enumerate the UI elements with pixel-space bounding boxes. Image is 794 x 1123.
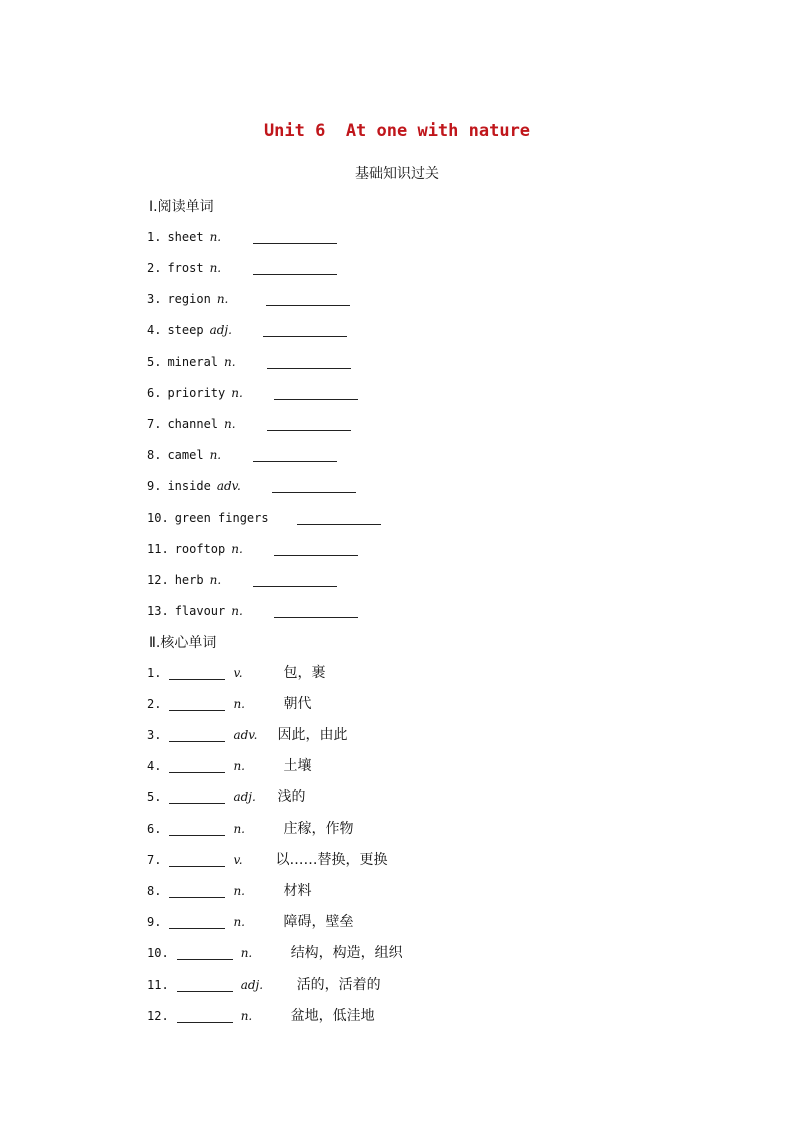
english-word: camel	[167, 448, 204, 463]
core-word-item	[147, 819, 353, 839]
reading-word-item	[147, 445, 337, 465]
part-of-speech: n.	[231, 604, 243, 619]
core-word-item	[147, 850, 387, 870]
answer-blank[interactable]	[267, 356, 351, 369]
reading-word-item	[147, 258, 337, 278]
english-word: region	[167, 292, 211, 307]
part-of-speech: n.	[240, 946, 253, 961]
answer-blank[interactable]	[253, 231, 337, 244]
chinese-meaning: 包，裹	[283, 665, 326, 682]
part-of-speech: n.	[209, 261, 222, 276]
item-number: 13.	[147, 604, 169, 619]
item-number: 8.	[147, 448, 162, 463]
item-number: 7.	[147, 417, 162, 432]
item-number: 6.	[147, 822, 162, 837]
english-word: green fingers	[174, 511, 269, 526]
chinese-meaning: 盆地，低洼地	[290, 1008, 375, 1025]
part-of-speech: adv.	[233, 728, 258, 743]
answer-blank[interactable]	[297, 512, 381, 525]
item-number: 2.	[147, 261, 162, 276]
item-number: 10.	[147, 511, 169, 526]
answer-blank[interactable]	[169, 760, 225, 773]
section-heading-reading-words: Ⅰ.阅读单词	[149, 199, 214, 215]
chinese-meaning: 土壤	[283, 758, 312, 775]
item-number: 5.	[147, 790, 162, 805]
part-of-speech: adj.	[209, 323, 232, 338]
reading-word-item	[147, 352, 351, 372]
reading-word-item	[147, 570, 337, 590]
item-number: 7.	[147, 853, 162, 868]
item-number: 2.	[147, 697, 162, 712]
english-word: rooftop	[174, 542, 226, 557]
english-word: priority	[167, 386, 226, 401]
core-word-item	[147, 912, 353, 932]
reading-word-item	[147, 508, 381, 528]
core-word-item	[147, 881, 311, 901]
item-number: 4.	[147, 323, 162, 338]
answer-blank[interactable]	[266, 293, 350, 306]
core-word-item	[147, 756, 311, 776]
item-number: 3.	[147, 292, 162, 307]
reading-word-item	[147, 383, 358, 403]
item-number: 8.	[147, 884, 162, 899]
answer-blank[interactable]	[169, 667, 225, 680]
part-of-speech: n.	[209, 448, 222, 463]
english-word: channel	[167, 417, 219, 432]
answer-blank[interactable]	[169, 823, 225, 836]
answer-blank[interactable]	[177, 1010, 233, 1023]
part-of-speech: n.	[233, 822, 245, 837]
part-of-speech: v.	[233, 666, 243, 681]
answer-blank[interactable]	[267, 418, 351, 431]
reading-word-item	[147, 539, 358, 559]
english-word: mineral	[167, 355, 219, 370]
item-number: 11.	[147, 542, 169, 557]
chinese-meaning: 活的，活着的	[296, 977, 381, 994]
chinese-meaning: 材料	[283, 883, 312, 900]
item-number: 1.	[147, 666, 162, 681]
core-word-item	[147, 975, 381, 995]
chinese-meaning: 浅的	[277, 789, 306, 806]
item-number: 1.	[147, 230, 162, 245]
answer-blank[interactable]	[253, 574, 337, 587]
answer-blank[interactable]	[177, 979, 233, 992]
answer-blank[interactable]	[274, 543, 358, 556]
chinese-meaning: 结构，构造，组织	[290, 945, 403, 962]
item-number: 5.	[147, 355, 162, 370]
part-of-speech: n.	[233, 915, 245, 930]
part-of-speech: adj.	[233, 790, 256, 805]
core-word-item	[147, 663, 325, 683]
chinese-meaning: 因此，由此	[277, 727, 348, 744]
answer-blank[interactable]	[169, 729, 225, 742]
reading-word-item	[147, 227, 337, 247]
reading-word-item	[147, 601, 358, 621]
item-number: 4.	[147, 759, 162, 774]
reading-word-item	[147, 414, 351, 434]
core-word-item	[147, 943, 403, 963]
item-number: 11.	[147, 978, 169, 993]
chinese-meaning: 障碍，壁垒	[283, 914, 354, 931]
part-of-speech: adv.	[216, 479, 241, 494]
english-word: inside	[167, 479, 211, 494]
answer-blank[interactable]	[272, 480, 356, 493]
part-of-speech: n.	[240, 1009, 253, 1024]
reading-word-item	[147, 289, 350, 309]
part-of-speech: n.	[233, 884, 245, 899]
item-number: 10.	[147, 946, 169, 961]
reading-word-item	[147, 320, 347, 340]
part-of-speech: n.	[231, 386, 243, 401]
answer-blank[interactable]	[169, 885, 225, 898]
part-of-speech: n.	[224, 355, 236, 370]
section-heading-core-words: Ⅱ.核心单词	[149, 635, 217, 651]
answer-blank[interactable]	[169, 854, 225, 867]
part-of-speech: n.	[224, 417, 236, 432]
part-of-speech: n.	[209, 573, 222, 588]
answer-blank[interactable]	[263, 324, 347, 337]
answer-blank[interactable]	[253, 262, 337, 275]
part-of-speech: n.	[231, 542, 243, 557]
answer-blank[interactable]	[169, 698, 225, 711]
core-word-item	[147, 1006, 375, 1026]
answer-blank[interactable]	[274, 387, 358, 400]
part-of-speech: n.	[233, 759, 245, 774]
part-of-speech: n.	[209, 230, 222, 245]
item-number: 9.	[147, 915, 162, 930]
item-number: 12.	[147, 573, 169, 588]
answer-blank[interactable]	[274, 605, 358, 618]
reading-word-item	[147, 476, 356, 496]
chinese-meaning: 庄稼，作物	[283, 821, 354, 838]
answer-blank[interactable]	[253, 449, 337, 462]
part-of-speech: adj.	[240, 978, 264, 993]
english-word: sheet	[167, 230, 204, 245]
english-word: flavour	[174, 604, 226, 619]
item-number: 9.	[147, 479, 162, 494]
english-word: steep	[167, 323, 204, 338]
answer-blank[interactable]	[169, 791, 225, 804]
page-subtitle: 基础知识过关	[355, 166, 439, 182]
chinese-meaning: 朝代	[283, 696, 312, 713]
part-of-speech: v.	[233, 853, 243, 868]
item-number: 3.	[147, 728, 162, 743]
core-word-item	[147, 694, 311, 714]
chinese-meaning: 以……替换，更换	[275, 852, 388, 869]
core-word-item	[147, 725, 347, 745]
answer-blank[interactable]	[177, 947, 233, 960]
answer-blank[interactable]	[169, 916, 225, 929]
part-of-speech: n.	[216, 292, 229, 307]
english-word: herb	[174, 573, 204, 588]
page-title: Unit 6 At one with nature	[263, 121, 531, 141]
item-number: 6.	[147, 386, 162, 401]
part-of-speech: n.	[233, 697, 245, 712]
core-word-item	[147, 787, 305, 807]
english-word: frost	[167, 261, 204, 276]
item-number: 12.	[147, 1009, 169, 1024]
